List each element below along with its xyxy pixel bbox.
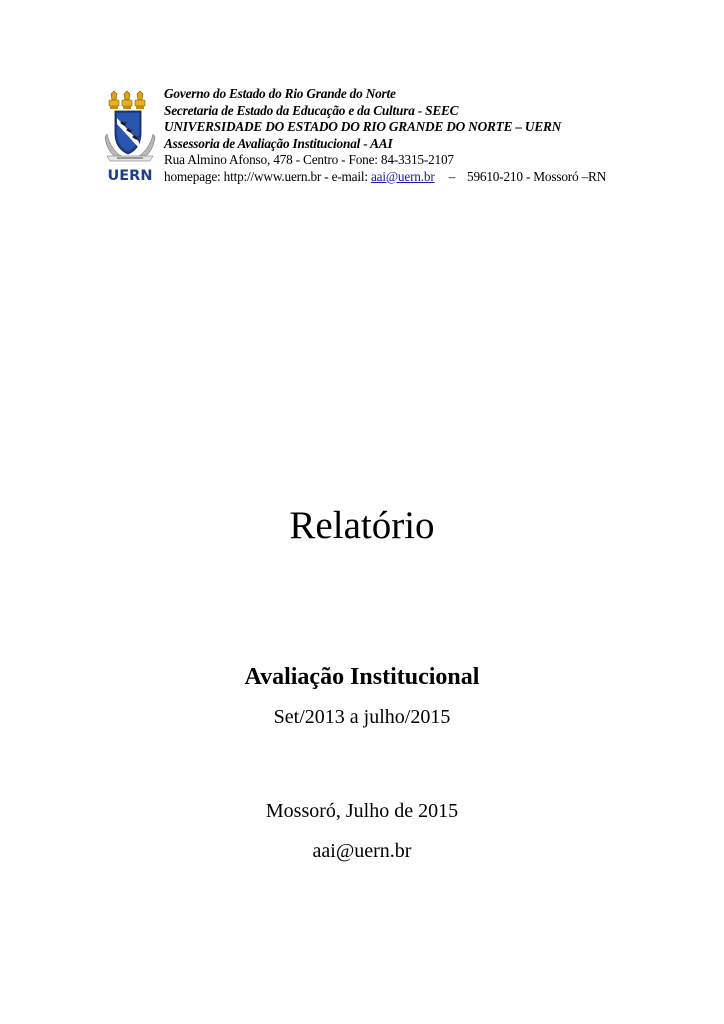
office-line: Assessoria de Avaliação Institucional - AAI	[164, 135, 393, 151]
report-title: Relatório	[289, 504, 435, 547]
dash-separator: –	[448, 168, 456, 184]
contact-line	[164, 169, 704, 186]
homepage-text: homepage: http://www.uern.br - e-mail:	[164, 168, 371, 184]
report-subtitle: Avaliação Institucional	[244, 664, 480, 690]
report-email: aai@uern.br	[312, 840, 412, 862]
secretariat-line: Secretaria de Estado da Educação e da Cultura - SEEC	[164, 102, 459, 118]
email-link[interactable]: aai@uern.br	[370, 168, 435, 184]
postal-code-text: 59610-210 - Mossoró –RN	[467, 168, 607, 184]
uern-coat-of-arms-icon	[103, 90, 157, 182]
letterhead	[103, 86, 703, 186]
letterhead-text	[164, 86, 704, 185]
university-line: UNIVERSIDADE DO ESTADO DO RIO GRANDE DO NORTE – UERN	[164, 119, 562, 134]
government-line: Governo do Estado do Rio Grande do Norte	[164, 86, 396, 101]
address-line: Rua Almino Afonso, 478 - Centro - Fone: 84-3315-2107	[164, 152, 454, 167]
report-period: Set/2013 a julho/2015	[273, 706, 451, 728]
svg-text:UERN: UERN	[107, 168, 153, 182]
report-place-date: Mossoró, Julho de 2015	[265, 800, 459, 822]
